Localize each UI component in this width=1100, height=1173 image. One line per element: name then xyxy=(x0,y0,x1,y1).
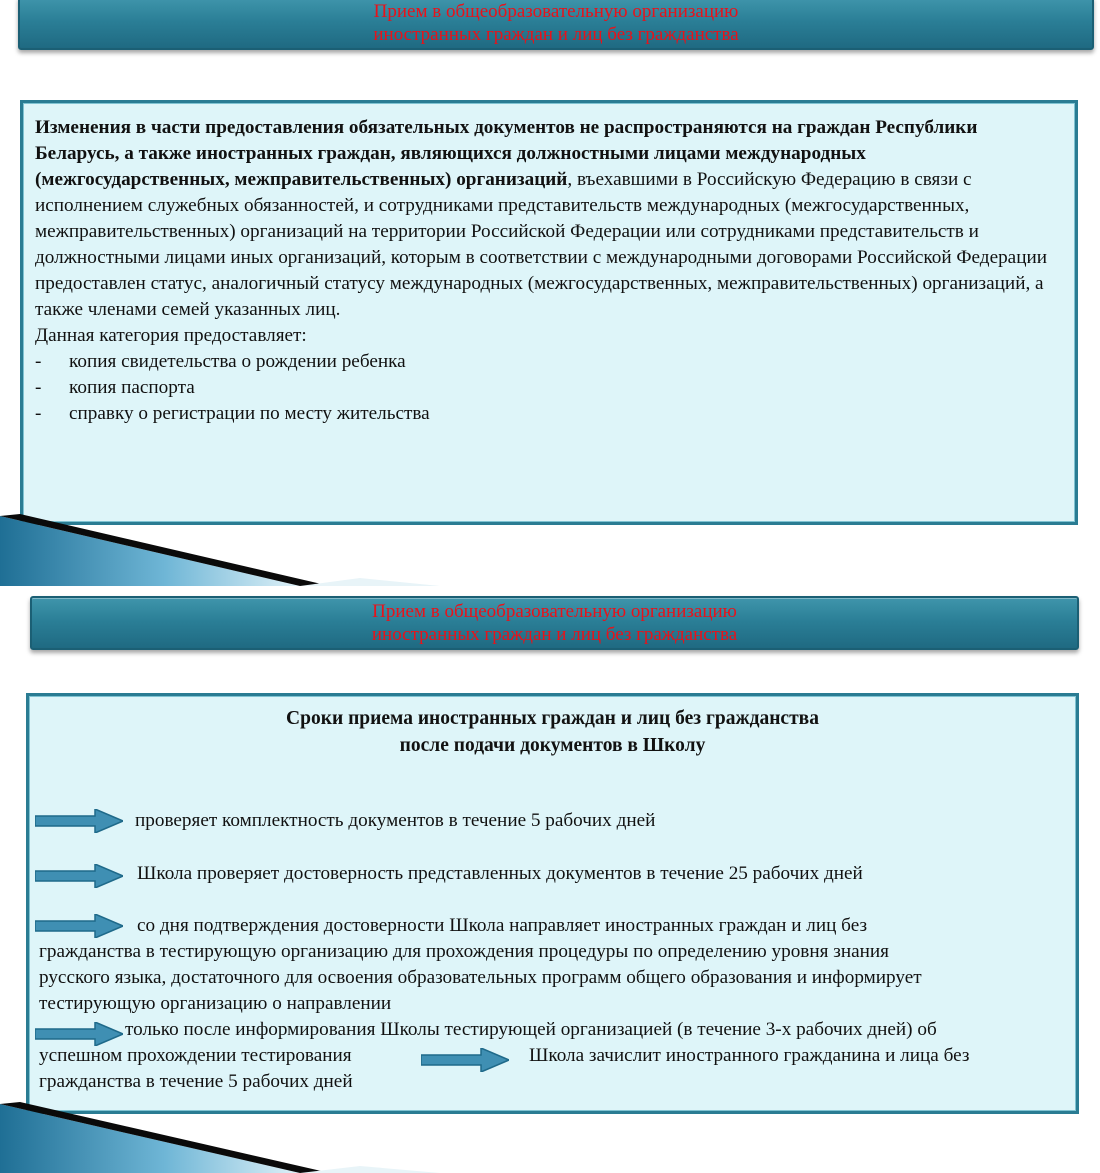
list-item xyxy=(35,401,1065,427)
bullet-dash: - xyxy=(35,351,42,372)
list-item-text: копия свидетельства о рождении ребенка xyxy=(69,351,406,372)
slide2-title-banner xyxy=(30,596,1079,650)
right-arrow-icon xyxy=(421,1048,509,1070)
right-arrow-icon xyxy=(35,1022,123,1044)
banner-title-line1: Прием в общеобразовательную организацию xyxy=(373,1,739,22)
step-4-line2-part1: успешном прохождении тестирования xyxy=(39,1045,352,1066)
exemptions-rest-text: , въехавшими в Российскую Федерацию в связи с исполнением служебных обязанностей, и сотрудниками представительств международных (межгосударственных, межправительственных) организаций на территории Российской Федерации или сотрудниками представительств и должностными лицами иных организаций, которым в соответствии с международными договорами Российской Федерации предоставлен статус, аналогичный статусу международных (межгосударственных, межправительственных) организаций, а также членами семей указанных лиц. xyxy=(35,169,1047,320)
right-arrow-icon xyxy=(35,864,123,886)
decorative-swoosh xyxy=(0,512,440,588)
category-line: Данная категория предоставляет: xyxy=(35,325,307,346)
bullet-dash: - xyxy=(35,403,42,424)
exemptions-panel xyxy=(20,100,1078,525)
deadlines-title-line1: Сроки приема иностранных граждан и лиц без гражданства xyxy=(286,708,819,729)
step-4-line2-part2: Школа зачислит иностранного гражданина и лица без xyxy=(529,1045,970,1066)
banner-title-line1: Прием в общеобразовательную организацию xyxy=(372,601,737,622)
step-3-line3: русского языка, достаточного для освоения образовательных программ общего образования и информирует xyxy=(39,967,922,988)
right-arrow-icon xyxy=(35,914,123,936)
exemptions-bold-text: Изменения в части предоставления обязательных документов не распространяются на граждан Республики Беларусь, а также иностранных граждан, являющихся должностными лицами международных (межгосударственных, межправительственных) организаций xyxy=(35,117,978,190)
slide1-title-banner xyxy=(18,0,1094,50)
deadlines-panel xyxy=(26,693,1079,1114)
exemptions-text xyxy=(35,115,1065,427)
step-2-text: Школа проверяет достоверность представленных документов в течение 25 рабочих дней xyxy=(137,863,863,884)
deadlines-title xyxy=(29,705,1076,759)
step-3-line1: со дня подтверждения достоверности Школа направляет иностранных граждан и лиц без xyxy=(137,915,868,936)
banner-title-line2: иностранных граждан и лиц без гражданства xyxy=(373,24,739,45)
list-item-text: копия паспорта xyxy=(69,377,195,398)
bullet-dash: - xyxy=(35,377,42,398)
list-item xyxy=(35,349,1065,375)
exemptions-paragraph xyxy=(35,115,1065,323)
right-arrow-icon xyxy=(35,809,123,831)
list-item-text: справку о регистрации по месту жительства xyxy=(69,403,430,424)
list-item xyxy=(35,375,1065,401)
step-4-line1: только после информирования Школы тестирующей организацией (в течение 3-х рабочих дней) об xyxy=(125,1019,937,1040)
step-3-line2: гражданства в тестирующую организацию для прохождения процедуры по определению уровня знания xyxy=(39,941,889,962)
step-1-text: проверяет комплектность документов в течение 5 рабочих дней xyxy=(135,810,656,831)
banner-title-line2: иностранных граждан и лиц без гражданства xyxy=(371,624,738,645)
deadlines-title-line2: после подачи документов в Школу xyxy=(399,735,706,756)
step-3-line4: тестирующую организацию о направлении xyxy=(39,993,392,1014)
step-4-line3: гражданства в течение 5 рабочих дней xyxy=(39,1071,353,1092)
decorative-swoosh xyxy=(0,1100,440,1173)
